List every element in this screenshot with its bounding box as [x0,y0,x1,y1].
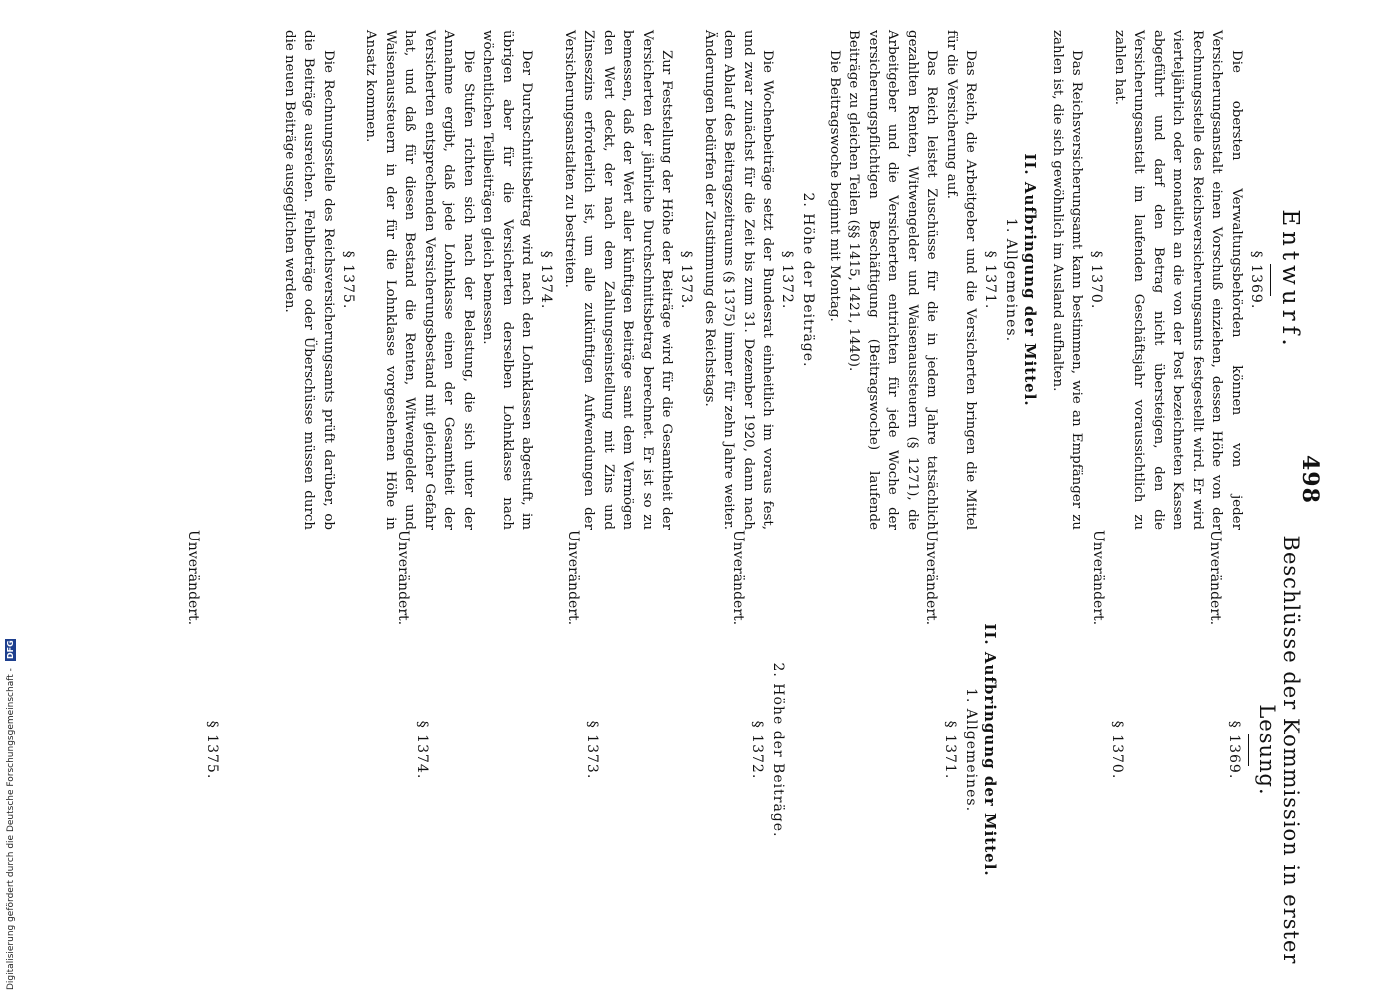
digitization-note-text: Digitalisierung gefördert durch die Deutsche Forschungsgemeinschaft - [6,668,16,990]
subsection-title-general: 1. Allgemeines. [963,687,979,813]
paragraph-text-1372: Die Wochenbeiträge setzt der Bundesrat einheitlich im voraus fest, und zwar zunächst für die Zeit bis zum 31. Dezember 1920, dann nach dem Ablauf des Beitragszeitraums (§ 1375) immer für zehn Jahre weiter. Änderungen bedürfen der Zustimmung des Reichstags. [702,30,776,530]
paragraph-title-1375: § 1375. [204,720,220,780]
paragraph-title-1370: § 1370. [1109,720,1125,780]
paragraph-title-1369: § 1369. [1248,250,1264,310]
paragraph-text-1374-a: Der Durchschnittsbeitrag wird nach den Lohnklassen abgestuft, im übrigen aber für die Versicherten derselben Lohnklasse nach wöchentlichen Teilbeiträgen gleich bemessen. [480,30,535,530]
paragraph-text-1371-a: Das Reich, die Arbeitgeber und die Versicherten bringen die Mittel für die Versicherung auf. [944,30,979,530]
paragraph-title-1373: § 1373. [678,250,695,310]
subsection-title-contributions: 2. Höhe der Beiträge. [770,662,786,838]
paragraph-title-1374: § 1374. [414,720,430,780]
paragraph-title-1374: § 1374. [538,250,555,310]
subsection-title-contributions: 2. Höhe der Beiträge. [800,192,817,368]
paragraph-title-1371: § 1371. [942,720,958,780]
status-text-1374: Unverändert. [395,530,411,626]
paragraph-text-1370: Das Reichsversicherungsamt kann bestimmen, wie an Empfänger zu zahlen ist, die sich gewöhnlich im Ausland aufhalten. [1050,30,1085,530]
paragraph-title-1373: § 1373. [584,720,600,780]
column-committee [183,530,1303,970]
section-title-funding: II. Aufbringung der Mittel. [981,623,999,877]
paragraph-title-1375: § 1375. [340,250,356,310]
paragraph-text-1375: Die Rechnungsstelle des Reichsversicherungsamts prüft darüber, ob die Beiträge ausreichen. Fehlbeträge oder Überschüsse müssen durch die neuen Beiträge ausgeglichen werden. [282,30,336,530]
status-text-1370: Unverändert. [1090,530,1106,626]
paragraph-title-1369: § 1369. [1226,720,1242,780]
paragraph-text-1371-c: Die Beitragswoche beginnt mit Montag. [827,50,842,322]
subsection-title-general: 1. Allgemeines. [1003,217,1020,343]
title-rule [1270,264,1271,296]
paragraph-text-1374-b: Die Stufen richten sich nach der Belastung, die sich unter der Annahme ergibt, daß jede Lohnklasse einen der Gesamtheit der Versicherten entsprechenden Versicherungsbestand mit gleicher Gefahr hat, und daß für diesen Bestand die Renten, Witwengelder und Waisenaussteuern in der für die Lohnklasse vorgesehenen Höhe in Ansatz kommen. [363,30,476,530]
entry-1370 [1007,530,1125,970]
title-rule [1248,734,1249,766]
entry-1372 [605,530,765,970]
entry-1375 [183,530,220,970]
page-number: 498 [1297,455,1323,504]
dfg-logo: DFG [6,640,15,660]
paragraph-text-1369: Die obersten Verwaltungsbehörden können von jeder Versicherungsanstalt einen Vorschuß einziehen, dessen Höhe von der Rechnungsstelle des Reichsversicherungsamts festgestellt wird. Er wird vierteljährlich oder monatlich an die von der Post bezeichneten Kassen abgeführt und darf den Betrag nicht übersteigen, den die Versicherungsanstalt im laufenden Geschäftsjahr voraussichtlich zu zahlen hat. [1112,30,1244,530]
section-title-funding: II. Aufbringung der Mittel. [1021,153,1040,407]
status-text-1369: Unverändert. [1207,530,1223,626]
column-draft [280,30,1304,530]
paragraph-title-1372: § 1372. [749,720,765,780]
column-title-committee: Beschlüsse der Kommission in erster Lesung. [1255,535,1303,965]
paragraph-text-1373: Zur Feststellung der Höhe der Beiträge wird für die Gesamtheit der Versicherten der jährliche Durchschnittsbetrag berechnet. Er ist so zu bemessen, daß der Wert aller künftigen Beiträge samt dem Vermögen den Wert deckt, der nach dem Zahlungseinstellung mit Zins und Zinseszins erforderlich ist, um alle zukünftigen Aufwendungen der Versicherungsanstalten zu bestreiten. [562,30,675,530]
column-title-draft: Entwurf. [1277,209,1303,351]
status-text-1373: Unverändert. [565,530,581,626]
status-text-1372: Unverändert. [730,530,746,626]
paragraph-title-1372: § 1372. [779,250,796,310]
paragraph-title-1371: § 1371. [982,250,999,310]
entry-1374 [225,530,430,970]
paragraph-title-1370: § 1370. [1088,250,1105,310]
paragraph-text-1371-b: Das Reich leistet Zuschüsse für die in jedem Jahre tatsächlich gezahlten Renten, Witwengelder und Waisenaussteuern (§ 1271), die Arbeitgeber und die Versicherten entrichten für jede Woche der versicherungspflichtigen Beschäftigung (Beitragswoche) laufende Beiträge zu gleichen Teilen (§§ 1415, 1421, 1440). [846,30,940,530]
status-text-1375: Unverändert. [185,530,201,626]
entry-1371 [788,530,958,970]
entry-1369 [1130,530,1242,970]
entry-1373 [435,530,600,970]
digitization-note [5,600,16,990]
status-text-1371: Unverändert. [923,530,939,626]
